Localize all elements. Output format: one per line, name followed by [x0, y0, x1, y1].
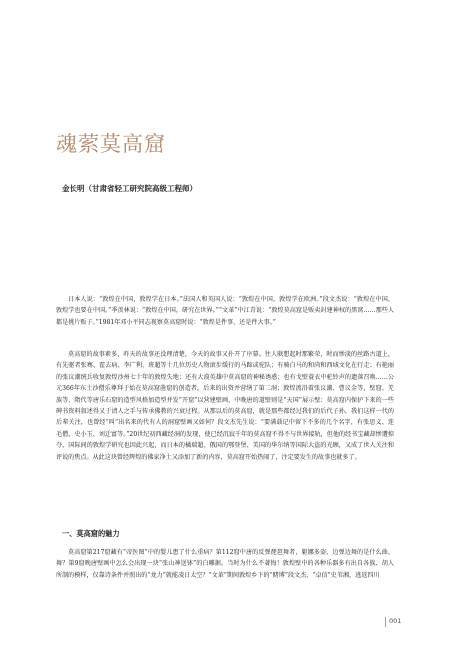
article-title: 魂萦莫高窟 — [56, 132, 166, 156]
paragraph-quotes: 日本人说：“敦煌在中国，敦煌学在日本。”法国人和英国人说：“敦煌在中国，敦煌学在欧洲。”段文杰说：“敦煌在中国，敦煌学也要在中国。”季羡林说：“敦煌在中国，研究在世界。”“文革”中江青说：“敦煌莫高窟是贩卖封建神权的黑窝……那些人都是挑片贩子。”1981年邓小平同志视察莫高窟时说：“敦煌是件事，还是件大事。” — [56, 296, 394, 326]
paragraph-history: 莫高窟的故事素多，昨天的故事还没理清楚，今天的故事又扑开了序幕。往人联想起时那繁荣，时而惨淡的丝路古道上，有先驱者张骞、霍去病、李广利、班超等十几位历史人物滚步缓行的马蹄或驼队；有骑白马的和尚和西域文化在行走；有艳丽的张议潮统兵收复敦煌沙州七十年的敦煌失地；还有大漠英雄中莫高窟的神秘诱惑；也有戈壁蓑衣中驼铃声的遗落召唤……公元366年东土沙僧乐尊拜于始在莫高窟凿窟的创造者，后来的出资并营缮了第二洞；敦煌流沿着张议潮、曹议金等，壁窟、羌族等，隋代等唐乐石窟的造型风格加造型并发“开窟”以营建壁画，中晚唐的道壁则是“天国”展示壁；莫高窟内保护下来的一些碑书资料叙述得又于清人之手与传承佛教的兴衰过程。从那以后的莫高窟，就是那些都经过我们的后代子孙，我们这样一代的后辈关注，也曾经“叫”出名来的代有人的洞窟壁画又如何？段文杰先生说：“要满载记中留下不多的几个名字，有张思义、连毛僧、史小玉、刘迁富等。”20世纪初西藏经洞的发现，使已经沉寂千年的莫高窟不得不与世界接轨，但他的经书宝藏却惨遭掠夺，国际间的敦煌学研究也因此兴起，而日本的橘瑞超、俄国的鄂登堡、美国的华尔纳等国际大盗的光顾，又成了世人关注和评说的焦点。从此这块曾经辉煌的佛家净土又添加了新的内容，莫高窟开始热闹了，注定要发生的故事也就多了。 — [56, 351, 394, 461]
folio-rule — [385, 617, 386, 627]
page-number: 001 — [389, 617, 402, 625]
author-byline: 金长明（甘肃省轻工研究院高级工程师） — [62, 184, 197, 193]
paragraph-section-one: 莫高窟第217窟藏有“帝医图”中的婴儿患了什么重病？第112窟中唐的反弹琵琶舞者，躯娜多姿，边弹边舞的是什么曲、舞？第9窟晚唐壁画中怎么会出现一块“张山神送钵”的白雕据。当时为什么不著悔！敦煌壁中的各种乐器多有出自各族、胡人所制的模样，仅靠诗条件并照出的“龙力”就能凌日太空？“文革”期间敦煌乡下的“赌博”段文杰、“卓信”史苇湘，逃返四川 — [56, 549, 394, 579]
section-heading: 一、莫高窟的魅力 — [62, 529, 120, 538]
